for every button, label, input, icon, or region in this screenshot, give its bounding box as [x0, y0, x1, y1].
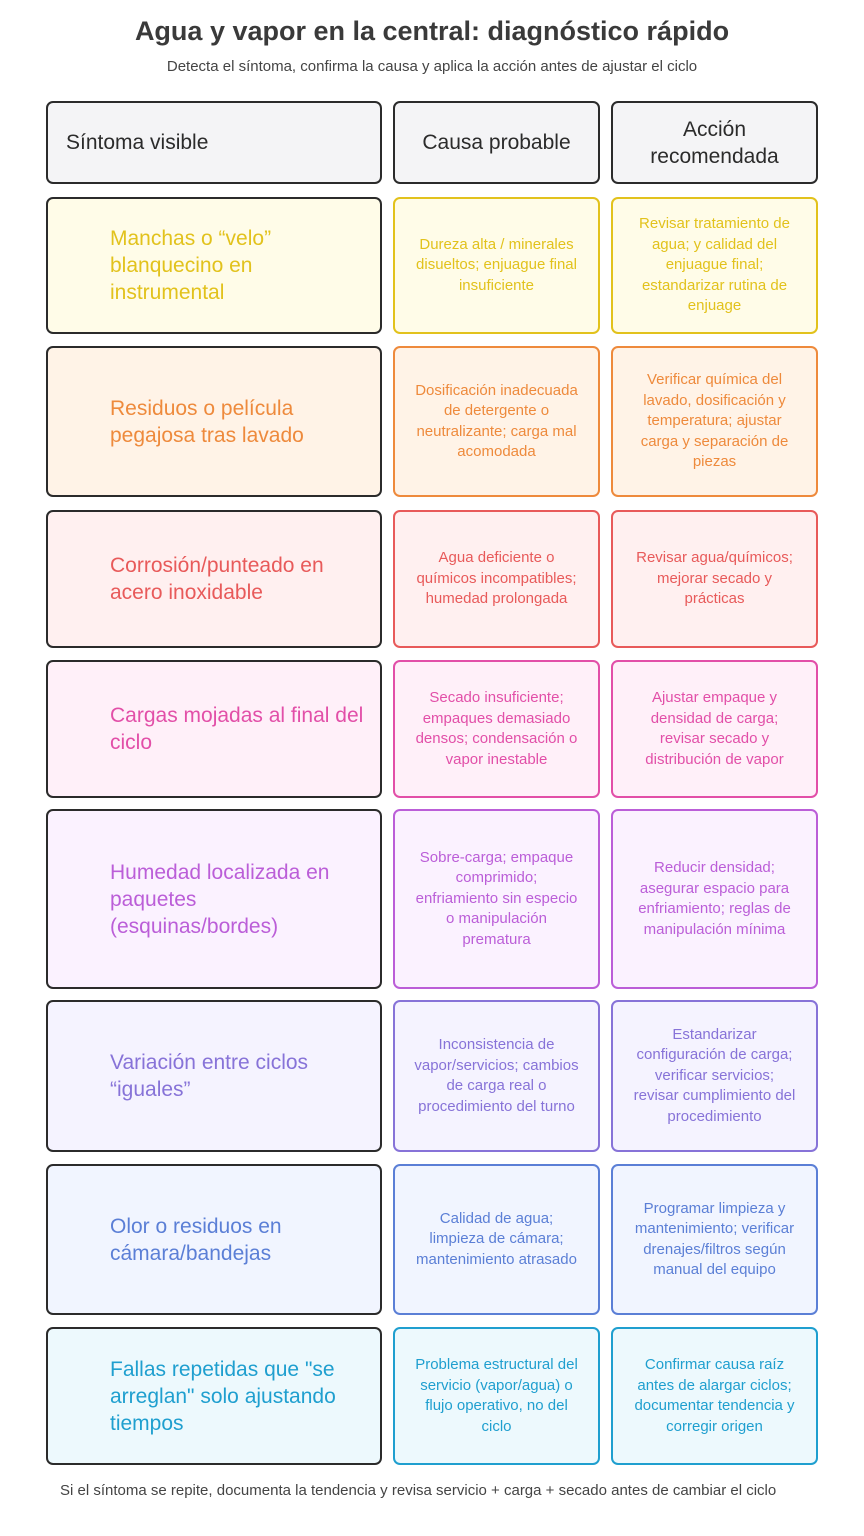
header-cause: Causa probable — [393, 101, 600, 184]
action-cell: Verificar química del lavado, dosificación y temperatura; ajustar carga y separación de piezas — [611, 346, 818, 497]
cause-cell: Dureza alta / minerales disueltos; enjuague final insuficiente — [393, 197, 600, 334]
action-cell: Confirmar causa raíz antes de alargar ciclos; documentar tendencia y corregir origen — [611, 1327, 818, 1465]
header-action: Acción recomendada — [611, 101, 818, 184]
cause-cell: Secado insuficiente; empaques demasiado densos; condensación o vapor inestable — [393, 660, 600, 798]
header-symptom: Síntoma visible — [46, 101, 382, 184]
footer-note: Si el síntoma se repite, documenta la tendencia y revisa servicio + carga + secado antes de cambiar el ciclo — [60, 1482, 777, 1499]
symptom-cell: Humedad localizada en paquetes (esquinas/bordes) — [46, 809, 382, 989]
cause-cell: Agua deficiente o químicos incompatibles; humedad prolongada — [393, 510, 600, 648]
cause-cell: Dosificación inadecuada de detergente o neutralizante; carga mal acomodada — [393, 346, 600, 497]
symptom-cell: Manchas o “velo” blanquecino en instrumental — [46, 197, 382, 334]
cause-cell: Sobre-carga; empaque comprimido; enfriamiento sin especio o manipulación prematura — [393, 809, 600, 989]
cause-cell: Calidad de agua; limpieza de cámara; mantenimiento atrasado — [393, 1164, 600, 1315]
symptom-cell: Corrosión/punteado en acero inoxidable — [46, 510, 382, 648]
action-cell: Estandarizar configuración de carga; verificar servicios; revisar cumplimiento del procedimiento — [611, 1000, 818, 1152]
cause-cell: Problema estructural del servicio (vapor/agua) o flujo operativo, no del ciclo — [393, 1327, 600, 1465]
page-title: Agua y vapor en la central: diagnóstico rápido — [134, 16, 730, 46]
action-cell: Reducir densidad; asegurar espacio para enfriamiento; reglas de manipulación mínima — [611, 809, 818, 989]
symptom-cell: Fallas repetidas que "se arreglan" solo ajustando tiempos — [46, 1327, 382, 1465]
cause-cell: Inconsistencia de vapor/servicios; cambios de carga real o procedimiento del turno — [393, 1000, 600, 1152]
action-cell: Revisar agua/químicos; mejorar secado y prácticas — [611, 510, 818, 648]
symptom-cell: Residuos o película pegajosa tras lavado — [46, 346, 382, 497]
symptom-cell: Variación entre ciclos “iguales” — [46, 1000, 382, 1152]
action-cell: Revisar tratamiento de agua; y calidad del enjuague final; estandarizar rutina de enjuage — [611, 197, 818, 334]
action-cell: Programar limpieza y mantenimiento; verificar drenajes/filtros según manual del equipo — [611, 1164, 818, 1315]
action-cell: Ajustar empaque y densidad de carga; revisar secado y distribución de vapor — [611, 660, 818, 798]
symptom-cell: Olor o residuos en cámara/bandejas — [46, 1164, 382, 1315]
page-subtitle: Detecta el síntoma, confirma la causa y aplica la acción antes de ajustar el ciclo — [166, 58, 698, 75]
symptom-cell: Cargas mojadas al final del ciclo — [46, 660, 382, 798]
